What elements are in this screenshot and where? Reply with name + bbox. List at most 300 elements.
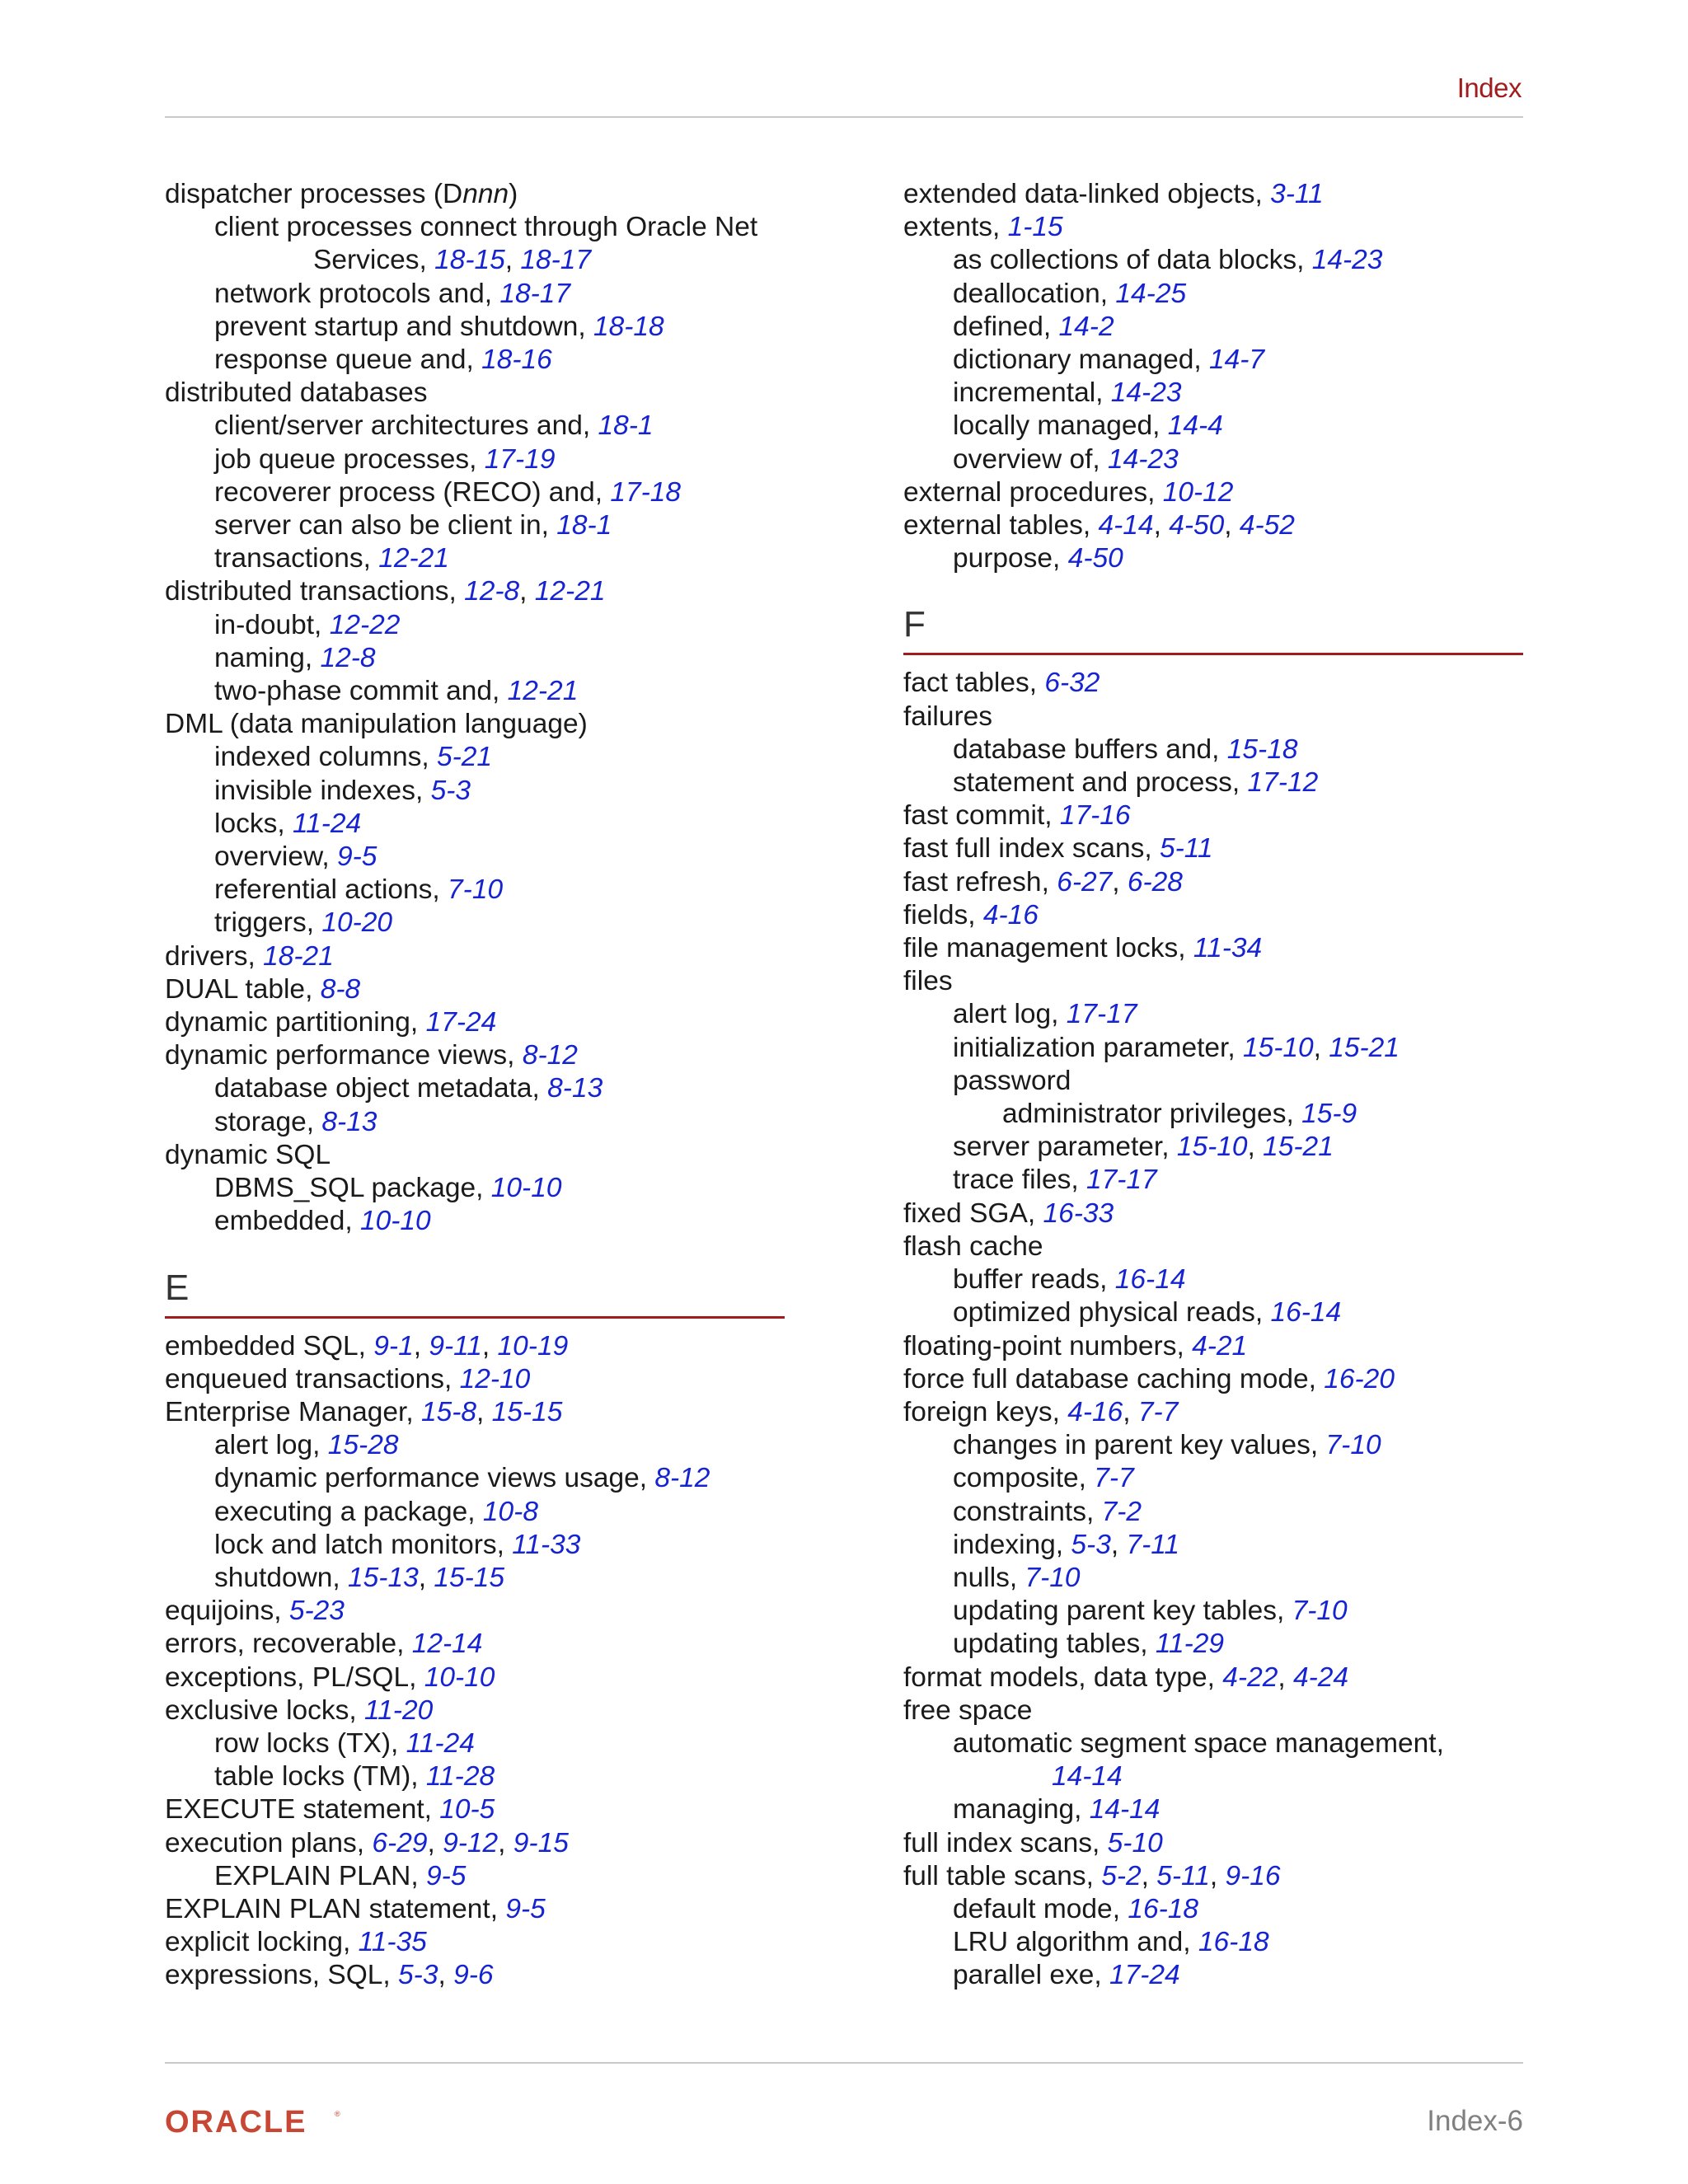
- index-entry: [903, 799, 1530, 832]
- page-reference-link[interactable]: 11-24: [292, 808, 362, 839]
- page-reference-link[interactable]: 6-28: [1127, 866, 1183, 898]
- entry-term: row locks (TX),: [214, 1727, 406, 1759]
- index-entry: embedded SQL, 9-1, 9-11, 10-19: [165, 1330, 569, 1361]
- entry-term: storage,: [214, 1106, 322, 1137]
- index-subentry: [903, 1496, 1530, 1529]
- page-reference-link[interactable]: 5-23: [288, 1596, 345, 1627]
- page-reference-link[interactable]: 15-21: [1263, 1132, 1334, 1163]
- page-reference-link[interactable]: 18-16: [481, 344, 552, 376]
- index-subentry: [165, 509, 791, 542]
- index-subentry: [903, 311, 1530, 344]
- entry-term: dictionary managed,: [953, 344, 1209, 376]
- page-reference-link[interactable]: 4-16: [1067, 1396, 1123, 1427]
- index-subentry: [165, 741, 791, 774]
- section-rule: [903, 653, 1523, 655]
- page-reference-link[interactable]: 10-10: [359, 1206, 431, 1237]
- entry-term: updating tables,: [953, 1629, 1156, 1660]
- page-reference-link[interactable]: 18-18: [593, 311, 664, 342]
- page-reference-link[interactable]: 15-15: [491, 1396, 563, 1427]
- index-subentry: [903, 766, 1530, 799]
- index-entry: [165, 1893, 791, 1926]
- page-reference-link[interactable]: 7-10: [1025, 1562, 1081, 1593]
- page-reference-link[interactable]: 9-16: [1225, 1860, 1281, 1891]
- page-reference-link[interactable]: 7-10: [448, 874, 504, 906]
- page-reference-link[interactable]: 1-15: [1007, 212, 1063, 243]
- entry-term: two-phase commit and,: [214, 676, 508, 707]
- page-reference-link[interactable]: 11-28: [425, 1761, 495, 1793]
- page-reference-link[interactable]: 14-23: [1311, 245, 1383, 276]
- index-subentry: [165, 874, 791, 907]
- index-subentry: [165, 1760, 791, 1793]
- page-reference-link[interactable]: 18-1: [556, 510, 612, 541]
- page-reference-link[interactable]: 17-24: [425, 1007, 497, 1038]
- index-subentry: [903, 1098, 1530, 1131]
- page-reference-link[interactable]: 16-33: [1043, 1197, 1114, 1229]
- page-reference-link[interactable]: 15-10: [1242, 1032, 1314, 1063]
- page-reference-link[interactable]: 9-6: [453, 1960, 494, 1991]
- entry-term: exclusive locks,: [165, 1694, 365, 1726]
- entry-term: initialization parameter,: [953, 1032, 1243, 1063]
- oracle-logo-icon: [165, 2107, 343, 2136]
- page-reference-link[interactable]: 17-16: [1059, 800, 1131, 832]
- entry-term: lock and latch monitors,: [214, 1529, 513, 1560]
- index-subentry: [903, 1727, 1530, 1760]
- section-letter: F: [903, 604, 926, 645]
- entry-term: dispatcher processes (D: [165, 179, 463, 209]
- index-entry: [165, 1661, 791, 1694]
- index-entry: [903, 1694, 1530, 1727]
- page-reference-link[interactable]: 5-3: [1071, 1529, 1111, 1560]
- entry-term: full index scans,: [903, 1827, 1108, 1858]
- index-subentry: [165, 1496, 791, 1529]
- page-reference-link[interactable]: 5-10: [1107, 1827, 1163, 1858]
- page-reference-link[interactable]: 6-29: [372, 1827, 428, 1858]
- index-section-f: [903, 603, 1530, 655]
- index-subentry: [903, 1959, 1530, 1992]
- page-reference-link[interactable]: 16-20: [1324, 1363, 1395, 1394]
- index-entry: [903, 1330, 1530, 1363]
- index-subentry: [165, 476, 791, 509]
- index-entry: [903, 1197, 1530, 1230]
- index-subentry: [165, 609, 791, 642]
- entry-term: floating-point numbers,: [903, 1330, 1193, 1361]
- entry-term: shutdown,: [214, 1562, 349, 1593]
- page-reference-link[interactable]: 12-21: [507, 676, 579, 707]
- index-subentry: [165, 542, 791, 575]
- page-reference-link[interactable]: 10-5: [439, 1794, 495, 1825]
- page-reference-link[interactable]: 9-5: [505, 1893, 546, 1924]
- page-reference-link[interactable]: 4-14: [1098, 510, 1154, 541]
- page-reference-link[interactable]: 7-2: [1101, 1496, 1142, 1527]
- page-reference-link[interactable]: 16-14: [1270, 1297, 1342, 1329]
- index-entry: [165, 1793, 791, 1826]
- page-reference-link[interactable]: 5-21: [437, 742, 493, 773]
- entry-term-italic: nnn: [462, 179, 509, 209]
- page-reference-link[interactable]: 4-52: [1239, 510, 1295, 541]
- index-subentry: [165, 1462, 791, 1495]
- entry-term: server parameter,: [953, 1132, 1177, 1163]
- index-column-left: [165, 178, 791, 1993]
- index-entry: [903, 965, 1530, 998]
- page-reference-link[interactable]: 15-10: [1176, 1132, 1248, 1163]
- page-reference-link[interactable]: 9-15: [513, 1827, 569, 1858]
- page-reference-link[interactable]: 17-17: [1085, 1165, 1157, 1196]
- page-reference-link[interactable]: 17-24: [1109, 1960, 1180, 1991]
- footer-rule: [165, 2062, 1523, 2064]
- index-entry: [165, 1139, 791, 1172]
- entry-term: exceptions, PL/SQL,: [165, 1661, 424, 1693]
- entry-term: changes in parent key values,: [953, 1430, 1326, 1461]
- entry-term: purpose,: [953, 543, 1068, 574]
- page-reference-link[interactable]: 5-3: [430, 775, 471, 806]
- page-reference-link[interactable]: 9-5: [336, 841, 377, 873]
- oracle-logo: [165, 2107, 343, 2140]
- page-reference-link[interactable]: 12-14: [411, 1629, 483, 1660]
- entry-term: alert log,: [214, 1430, 328, 1461]
- section-rule: [165, 1316, 785, 1319]
- page-reference-link[interactable]: 18-17: [520, 245, 592, 276]
- index-entry: execution plans, 6-29, 9-12, 9-15: [165, 1827, 569, 1858]
- page-reference-link[interactable]: 15-9: [1301, 1099, 1357, 1130]
- entry-term: referential actions,: [214, 874, 448, 906]
- page-reference-link[interactable]: 10-8: [482, 1496, 538, 1527]
- page-reference-link[interactable]: 16-18: [1198, 1927, 1269, 1958]
- index-subentry: [165, 775, 791, 808]
- entry-term: external procedures,: [903, 476, 1163, 508]
- page-reference-link[interactable]: 18-15: [434, 245, 505, 276]
- entry-term: extended data-linked objects,: [903, 179, 1271, 209]
- page-reference-link[interactable]: 8-12: [522, 1040, 578, 1071]
- index-entry: [903, 701, 1530, 733]
- index-subentry: [903, 278, 1530, 311]
- entry-term: managing,: [953, 1794, 1090, 1825]
- page-reference-link[interactable]: 9-5: [425, 1860, 467, 1891]
- entry-term: server can also be client in,: [214, 510, 557, 541]
- entry-term: full table scans,: [903, 1860, 1102, 1891]
- page-reference-link[interactable]: 5-2: [1101, 1860, 1142, 1891]
- entry-term: automatic segment space management,: [953, 1727, 1444, 1759]
- index-subentry: [165, 1172, 791, 1205]
- page-reference-link[interactable]: 11-20: [364, 1694, 434, 1726]
- page-reference-link[interactable]: 6-27: [1057, 866, 1113, 898]
- entry-term: Services,: [313, 245, 435, 276]
- page-reference-link[interactable]: 18-21: [263, 940, 334, 972]
- entry-term: as collections of data blocks,: [953, 245, 1312, 276]
- index-subentry: [165, 410, 791, 443]
- page-reference-link[interactable]: 6-32: [1044, 668, 1100, 699]
- entry-term: composite,: [953, 1463, 1095, 1494]
- entry-term: dynamic performance views usage,: [214, 1463, 655, 1494]
- entry-term: file management locks,: [903, 933, 1193, 964]
- page-reference-link[interactable]: 14-25: [1115, 278, 1187, 309]
- index-subentry: [903, 733, 1530, 766]
- entry-term: network protocols and,: [214, 278, 500, 309]
- entry-term: drivers,: [165, 940, 264, 972]
- entry-term: enqueued transactions,: [165, 1363, 460, 1394]
- page-reference-link[interactable]: 11-33: [512, 1529, 581, 1560]
- entry-term: database object metadata,: [214, 1073, 548, 1104]
- index-entry: [903, 178, 1530, 211]
- index-subentry: [903, 1793, 1530, 1826]
- index-entry: foreign keys, 4-16, 7-7: [903, 1396, 1179, 1427]
- entry-term-suffix: ): [509, 179, 518, 209]
- index-subentry: [165, 311, 791, 344]
- page-reference-link[interactable]: 3-11: [1270, 179, 1324, 209]
- index-entry: format models, data type, 4-22, 4-24: [903, 1661, 1349, 1693]
- entry-term: EXECUTE statement,: [165, 1794, 440, 1825]
- entry-term: incremental,: [953, 377, 1111, 409]
- index-subentry: [165, 907, 791, 940]
- index-entry: full table scans, 5-2, 5-11, 9-16: [903, 1860, 1281, 1891]
- index-entry: [165, 1363, 791, 1396]
- entry-term: indexed columns,: [214, 742, 438, 773]
- entry-term: DBMS_SQL package,: [214, 1173, 491, 1204]
- page-reference-link[interactable]: 10-10: [490, 1173, 562, 1204]
- page-reference-link[interactable]: 18-1: [598, 410, 654, 442]
- entry-term: administrator privileges,: [1002, 1099, 1302, 1130]
- page-reference-link[interactable]: 4-50: [1067, 543, 1123, 574]
- entry-term: files: [903, 966, 953, 997]
- entry-term: trace files,: [953, 1165, 1086, 1196]
- index-entry: [903, 667, 1530, 700]
- index-subentry: [165, 808, 791, 841]
- index-entry: [903, 832, 1530, 865]
- page-reference-link[interactable]: 11-35: [358, 1927, 427, 1958]
- entry-term: client processes connect through Oracle Net: [214, 212, 758, 243]
- page-reference-link[interactable]: 14-7: [1209, 344, 1265, 376]
- index-entry: distributed transactions, 12-8, 12-21: [165, 576, 606, 607]
- page-reference-link[interactable]: 10-19: [497, 1330, 569, 1361]
- entry-term: fixed SGA,: [903, 1197, 1043, 1229]
- page-reference-link[interactable]: 11-24: [406, 1727, 475, 1759]
- index-subentry: [903, 1760, 1530, 1793]
- entry-term: database buffers and,: [953, 733, 1227, 765]
- entry-term: password: [953, 1065, 1071, 1096]
- entry-term: locally managed,: [953, 410, 1168, 442]
- index-entry: [165, 1926, 791, 1959]
- entry-term: embedded SQL,: [165, 1330, 374, 1361]
- index-subentry: [903, 542, 1530, 575]
- entry-term: buffer reads,: [953, 1264, 1115, 1296]
- index-subentry: [165, 278, 791, 311]
- page-reference-link[interactable]: 14-4: [1167, 410, 1223, 442]
- page-reference-link[interactable]: 5-11: [1159, 833, 1213, 865]
- index-column-right: [903, 178, 1530, 1993]
- index-entry: [165, 940, 791, 973]
- index-subentry: [903, 1065, 1530, 1098]
- entry-term: parallel exe,: [953, 1960, 1109, 1991]
- index-subentry: [903, 410, 1530, 443]
- page-reference-link[interactable]: 8-13: [547, 1073, 603, 1104]
- entry-term: distributed transactions,: [165, 576, 465, 607]
- index-subentry: [165, 1072, 791, 1105]
- entry-term: client/server architectures and,: [214, 410, 598, 442]
- entry-term: invisible indexes,: [214, 775, 431, 806]
- entry-term: errors, recoverable,: [165, 1629, 412, 1660]
- page-reference-link[interactable]: 15-15: [434, 1562, 505, 1593]
- entry-term: deallocation,: [953, 278, 1116, 309]
- entry-term: fields,: [903, 899, 983, 930]
- entry-term: fact tables,: [903, 668, 1045, 699]
- entry-term: LRU algorithm and,: [953, 1927, 1198, 1958]
- index-entry: [903, 932, 1530, 965]
- entry-term: flash cache: [903, 1230, 1043, 1262]
- index-entry: [165, 1595, 791, 1628]
- entry-term: expressions, SQL,: [165, 1960, 399, 1991]
- page-reference-link[interactable]: 18-17: [499, 278, 571, 309]
- entry-term: Enterprise Manager,: [165, 1396, 421, 1427]
- page-reference-link[interactable]: 12-21: [534, 576, 606, 607]
- index-subentry: [165, 1106, 791, 1139]
- index-subentry: [903, 1562, 1530, 1595]
- page-reference-link[interactable]: 15-21: [1329, 1032, 1400, 1063]
- page-reference-link[interactable]: 15-13: [348, 1562, 419, 1593]
- entry-term: table locks (TM),: [214, 1761, 426, 1793]
- entry-term: dynamic performance views,: [165, 1040, 523, 1071]
- index-subentry: [165, 675, 791, 708]
- page-reference-link[interactable]: 12-8: [320, 642, 376, 673]
- entry-term: defined,: [953, 311, 1059, 342]
- index-subentry: [165, 1860, 791, 1893]
- page-reference-link[interactable]: 10-12: [1162, 476, 1234, 508]
- index-subentry: [165, 1727, 791, 1760]
- index-subentry: shutdown, 15-13, 15-15: [214, 1562, 505, 1593]
- page-reference-link[interactable]: 8-13: [321, 1106, 377, 1137]
- page-reference-link[interactable]: 4-22: [1222, 1661, 1278, 1693]
- entry-term: nulls,: [953, 1562, 1025, 1593]
- index-entry: [903, 1230, 1530, 1263]
- index-entry: expressions, SQL, 5-3, 9-6: [165, 1960, 494, 1991]
- index-subentry: [165, 642, 791, 675]
- page-reference-link[interactable]: 7-7: [1137, 1396, 1179, 1427]
- page-reference-link[interactable]: 17-19: [484, 443, 556, 475]
- page-reference-link[interactable]: 10-20: [321, 907, 393, 939]
- index-subentry: [165, 211, 791, 244]
- entry-term: response queue and,: [214, 344, 482, 376]
- page-reference-link[interactable]: 15-18: [1226, 733, 1298, 765]
- index-subentry: [903, 1296, 1530, 1329]
- entry-term: failures: [903, 701, 992, 732]
- page-reference-link[interactable]: 9-1: [373, 1330, 414, 1361]
- page-reference-link[interactable]: 9-11: [429, 1330, 482, 1361]
- page-reference-link[interactable]: 7-10: [1325, 1430, 1381, 1461]
- page-reference-link[interactable]: 15-8: [420, 1396, 477, 1427]
- index-subentry: [165, 1429, 791, 1462]
- entry-term: EXPLAIN PLAN,: [214, 1860, 426, 1891]
- oracle-logo-text: ORACLE: [165, 2107, 307, 2136]
- entry-term: explicit locking,: [165, 1927, 359, 1958]
- page-reference-link[interactable]: 16-14: [1114, 1264, 1186, 1296]
- index-subentry: server parameter, 15-10, 15-21: [953, 1132, 1334, 1163]
- entry-term: extents,: [903, 212, 1008, 243]
- entry-term: overview of,: [953, 443, 1109, 475]
- page-reference-link[interactable]: 14-23: [1108, 443, 1179, 475]
- index-entry: [165, 377, 791, 410]
- index-entry: [165, 973, 791, 1006]
- index-subentry: [903, 244, 1530, 277]
- page-reference-link[interactable]: 8-8: [320, 973, 361, 1005]
- index-entry: Enterprise Manager, 15-8, 15-15: [165, 1396, 563, 1427]
- page-reference-link[interactable]: 4-24: [1292, 1661, 1349, 1693]
- entry-term: updating parent key tables,: [953, 1596, 1292, 1627]
- index-entry: [903, 211, 1530, 244]
- index-subentry: initialization parameter, 15-10, 15-21: [953, 1032, 1400, 1063]
- entry-term: fast commit,: [903, 800, 1060, 832]
- page-reference-link[interactable]: 4-50: [1169, 510, 1225, 541]
- page-reference-link[interactable]: 5-3: [398, 1960, 438, 1991]
- page-reference-link[interactable]: 14-23: [1110, 377, 1182, 409]
- page-reference-link[interactable]: 10-10: [424, 1661, 495, 1693]
- entry-term: dynamic partitioning,: [165, 1007, 426, 1038]
- page-reference-link[interactable]: 11-34: [1193, 933, 1263, 964]
- page-reference-link[interactable]: 14-14: [1089, 1794, 1160, 1825]
- page-reference-link[interactable]: 7-7: [1094, 1463, 1134, 1494]
- page-reference-link[interactable]: 11-29: [1155, 1629, 1225, 1660]
- entry-term: embedded,: [214, 1206, 360, 1237]
- page-reference-link[interactable]: 17-12: [1247, 767, 1319, 799]
- page-reference-link[interactable]: 5-11: [1156, 1860, 1210, 1891]
- index-subentry: [165, 344, 791, 377]
- entry-term: recoverer process (RECO) and,: [214, 476, 611, 508]
- running-header: Index: [1456, 73, 1522, 103]
- entry-term: force full database caching mode,: [903, 1363, 1325, 1394]
- page-reference-link[interactable]: 12-10: [459, 1363, 531, 1394]
- page-reference-link[interactable]: 12-8: [464, 576, 520, 607]
- page-reference-link[interactable]: 4-21: [1192, 1330, 1248, 1361]
- index-subentry: [903, 1926, 1530, 1959]
- page-reference-link[interactable]: 14-2: [1058, 311, 1114, 342]
- entry-term: prevent startup and shutdown,: [214, 311, 593, 342]
- page-reference-link[interactable]: 7-10: [1292, 1596, 1348, 1627]
- index-entry: [903, 476, 1530, 509]
- index-entry: fast refresh, 6-27, 6-28: [903, 866, 1183, 898]
- entry-term: external tables,: [903, 510, 1099, 541]
- index-subentry: [165, 443, 791, 476]
- page-reference-link[interactable]: 17-17: [1066, 999, 1137, 1030]
- index-subentry: [903, 1628, 1530, 1661]
- entry-term: equijoins,: [165, 1596, 289, 1627]
- page-reference-link[interactable]: 4-16: [982, 899, 1039, 930]
- entry-term: statement and process,: [953, 767, 1248, 799]
- index-subentry: [903, 1462, 1530, 1495]
- header-rule: [165, 116, 1523, 118]
- index-subentry: [165, 1529, 791, 1562]
- entry-term: executing a package,: [214, 1496, 483, 1527]
- page-number: Index-6: [1427, 2105, 1523, 2137]
- svg-text:®: ®: [335, 2110, 340, 2118]
- entry-term: job queue processes,: [214, 443, 485, 475]
- page-reference-link[interactable]: 14-14: [1052, 1761, 1123, 1793]
- entry-term: execution plans,: [165, 1827, 373, 1858]
- page-reference-link[interactable]: 12-21: [378, 543, 449, 574]
- page-reference-link[interactable]: 16-18: [1128, 1893, 1198, 1924]
- index-subentry: [165, 1205, 791, 1238]
- entry-term: distributed databases: [165, 377, 428, 409]
- page-reference-link[interactable]: 7-11: [1126, 1529, 1180, 1560]
- page-reference-link[interactable]: 12-22: [329, 609, 401, 640]
- page-reference-link[interactable]: 15-28: [327, 1430, 399, 1461]
- entry-term: naming,: [214, 642, 321, 673]
- index-subentry: indexing, 5-3, 7-11: [953, 1529, 1180, 1560]
- entry-term: constraints,: [953, 1496, 1102, 1527]
- entry-term: default mode,: [953, 1893, 1128, 1924]
- page-reference-link[interactable]: 17-18: [610, 476, 682, 508]
- index-entry: [903, 1363, 1530, 1396]
- page-reference-link[interactable]: 8-12: [654, 1463, 710, 1494]
- entry-term: overview,: [214, 841, 337, 873]
- page-reference-link[interactable]: 9-12: [443, 1827, 499, 1858]
- entry-term: dynamic SQL: [165, 1139, 331, 1170]
